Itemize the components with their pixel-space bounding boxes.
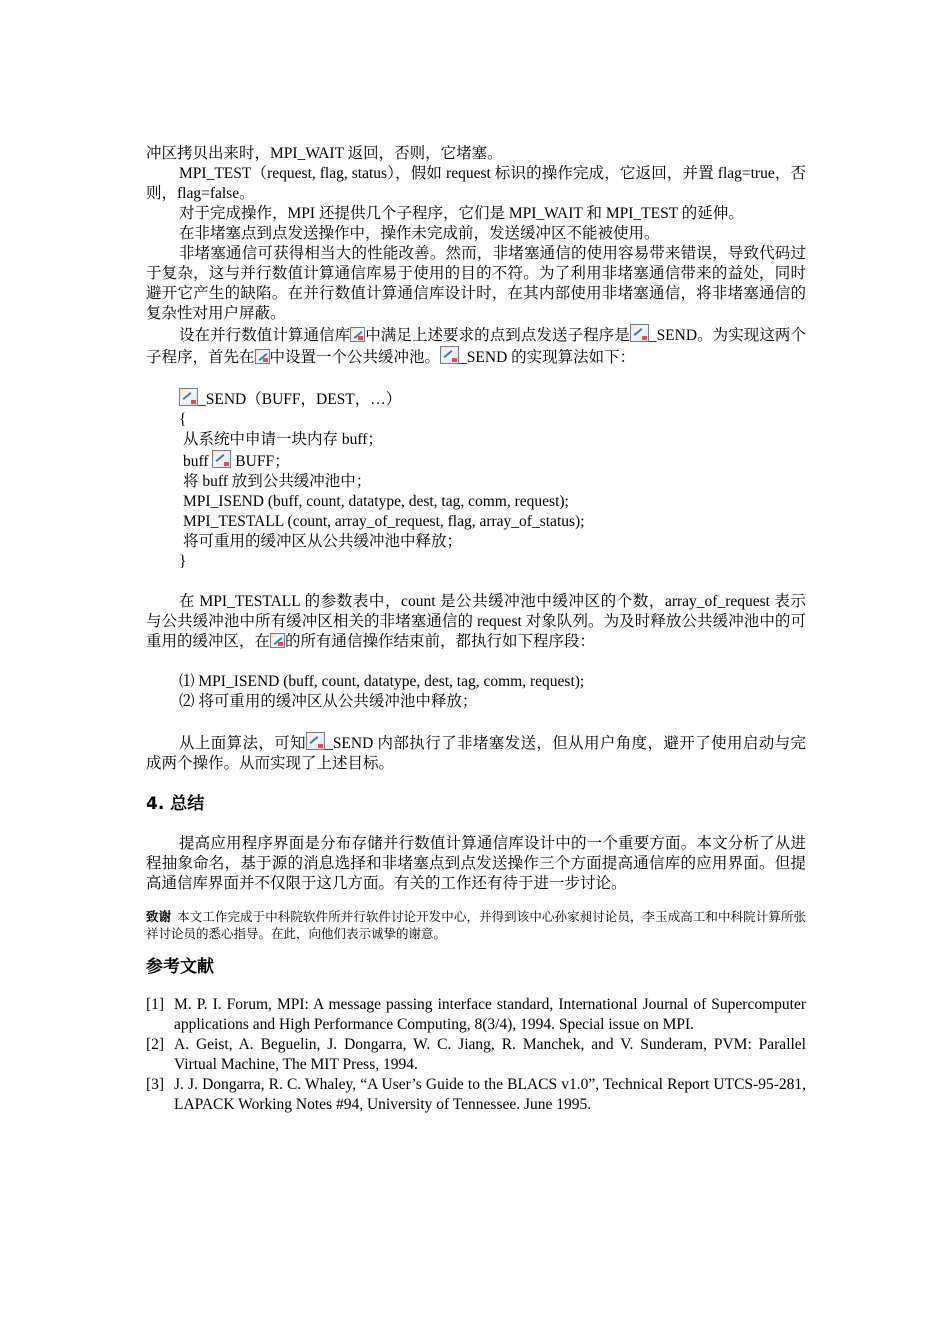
- paragraph-send-buffer: 在非堵塞点到点发送操作中，操作未完成前，发送缓冲区不能被使用。: [179, 225, 660, 242]
- paragraph-summary: 提高应用程序界面是分布存储并行数值计算通信库设计中的一个重要方面。本文分析了从进程抽象命名，基于源的消息选择和非堵塞点到点发送操作三个方面提高通信库的应用界面。但提高通信库界面并不仅限于这几方面。有关的工作还有待于进一步讨论。: [146, 835, 806, 892]
- paragraph-completion-ops: 对于完成操作，MPI 还提供几个子程序，它们是 MPI_WAIT 和 MPI_TEST 的延伸。: [179, 205, 744, 222]
- broken-image-icon: [212, 450, 231, 468]
- broken-image-icon: [255, 349, 270, 364]
- paragraph-mpi-test: MPI_TEST（request, flag, status），假如 request 标识的操作完成，它返回，并置 flag=true，否则，flag=false。: [146, 165, 806, 202]
- paragraph-nonblocking-benefit: 非堵塞通信可获得相当大的性能改善。然而，非堵塞通信的使用容易带来错误，导致代码过于复杂，这与并行数值计算通信库易于使用的目的不符。为了利用非堵塞通信带来的益处，同时避开它产生的缺陷。在并行数值计算通信库设计时，在其内部使用非堵塞通信，将非堵塞通信的复杂性对用户屏蔽。: [146, 245, 806, 322]
- section-heading-summary: 4. 总结: [146, 794, 205, 814]
- reference-item: [3] J. J. Dongarra, R. C. Whaley, “A User’s Guide to the BLACS v1.0”, Technical Report UTCS-95-281, LAPACK Working Notes #94, University of Tennessee. June 1995.: [146, 1076, 806, 1113]
- program-steps: [179, 672, 806, 712]
- code-line: MPI_TESTALL (count, array_of_request, flag, array_of_status);: [183, 513, 585, 530]
- step-item: ⑵ 将可重用的缓冲区从公共缓冲池中释放；: [179, 693, 478, 710]
- paragraph-conclusion-algo: 从上面算法，可知 _SEND 内部执行了非堵塞发送，但从用户角度，避开了使用启动与完成两个操作。从而实现了上述目标。: [146, 732, 806, 774]
- broken-image-icon: [306, 732, 325, 750]
- code-open-brace: {: [179, 411, 187, 428]
- broken-image-icon: [270, 633, 285, 648]
- code-line: MPI_ISEND (buff, count, datatype, dest, tag, comm, request);: [183, 493, 569, 510]
- references-heading: 参考文献: [146, 957, 214, 977]
- broken-image-icon: [630, 324, 649, 342]
- reference-item: [1] M. P. I. Forum, MPI: A message passing interface standard, International Journal of Supercomputer applications and High Performance Computing, 8(3/4), 1994. Special issue on MPI.: [146, 996, 806, 1033]
- broken-image-icon: [179, 388, 198, 406]
- code-signature: _SEND（BUFF，DEST，…）: [179, 388, 806, 410]
- code-close-brace: }: [179, 553, 187, 570]
- algorithm-code-block: [179, 388, 806, 572]
- code-line: 将 buff 放到公共缓冲池中；: [183, 473, 372, 490]
- code-line: buff BUFF；: [179, 450, 806, 472]
- broken-image-icon: [350, 327, 365, 342]
- paragraph-testall: 在 MPI_TESTALL 的参数表中，count 是公共缓冲池中缓冲区的个数，array_of_request 表示与公共缓冲池中所有缓冲区相关的非堵塞通信的 request 对象队列。为及时释放公共缓冲池中的可重用的缓冲区，在 的所有通信操作结束前，都执行如下程序段：: [146, 593, 806, 650]
- paragraph-send-design: 设在并行数值计算通信库 中满足上述要求的点到点发送子程序是 _SEND。为实现这两个子程序，首先在 中设置一个公共缓冲池。 _SEND 的实现算法如下：: [146, 324, 806, 368]
- acknowledgement-label: 致谢: [146, 909, 172, 924]
- code-line: 从系统中申请一块内存 buff；: [183, 431, 383, 448]
- acknowledgement: 致谢 本文工作完成于中科院软件所并行软件讨论开发中心，并得到该中心孙家昶讨论员，李玉成高工和中科院计算所张祥讨论员的悉心指导。在此，向他们表示诚挚的谢意。: [146, 909, 806, 941]
- paragraph-mpi-wait: 冲区拷贝出来时，MPI_WAIT 返回，否则，它堵塞。: [146, 145, 503, 162]
- code-line: 将可重用的缓冲区从公共缓冲池中释放；: [183, 533, 463, 550]
- step-item: ⑴ MPI_ISEND (buff, count, datatype, dest, tag, comm, request);: [179, 673, 585, 690]
- document-page: [146, 144, 806, 1115]
- broken-image-icon: [440, 346, 459, 364]
- reference-item: [2] A. Geist, A. Beguelin, J. Dongarra, W. C. Jiang, R. Manchek, and V. Sunderam, PVM: Parallel Virtual Machine, The MIT Press, 1994.: [146, 1036, 806, 1073]
